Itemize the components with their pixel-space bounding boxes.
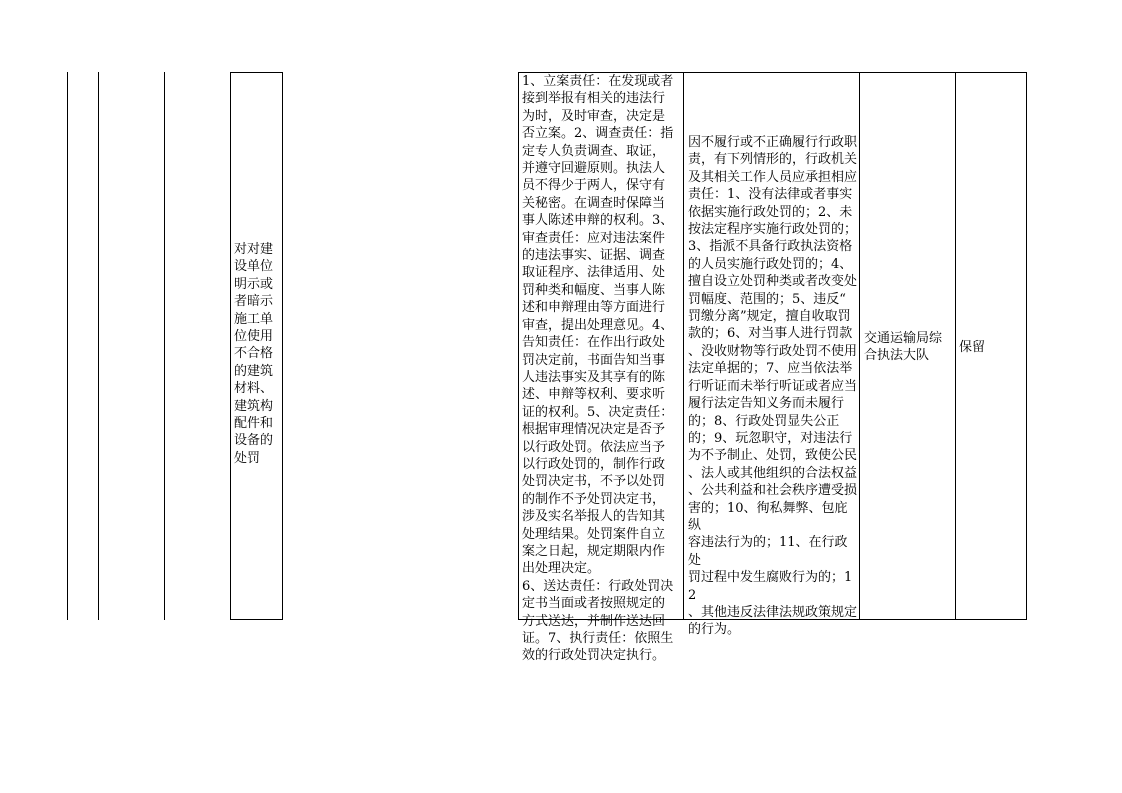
department-text: 交通运输局综 合执法大队 [864, 331, 943, 364]
item-name-text: 对对建 设单位 明示或 者暗示 施工单 位使用 不合格 的建筑 材料、 建筑构 配件和 设备的 处罚 [234, 242, 274, 466]
status-cell [955, 72, 1027, 620]
table-border-line [164, 72, 165, 620]
responsibility-cell [518, 72, 684, 664]
item-name-cell [230, 72, 283, 620]
department-cell [859, 72, 956, 620]
responsibility-text: 1、立案责任：在发现或者 接到举报有相关的违法行 为时，及时审查，决定是 否立案。2、调查责任：指 定专人负责调查、取证， 并遵守回避原则。执法人 员不得少于两人，保守有 关秘密。在调查时保障当 事人陈述申辩的权利。3、 审查责任：应对违法案件 的违法事实、证据、调查 取证程序、法律适用、处 罚种类和幅度、当事人陈 述和申辩理由等方面进行 审查，提出处理意见。4、 告知责任：在作出行政处 罚决定前，书面告知当事 人违法事实及其享有的陈 述、申辩等权利、要求听 证的权利。5、决定责任： 根据审理情况决定是否予 以行政处罚。依法应当予 以行政处罚的，制作行政 处罚决定书，不予以处罚 的制作不予处罚决定书， 涉及实名举报人的告知其 处理结果。处罚案件自立 案之日起，规定期限内作 出处理决定。 6、送达责任：行政处罚决 定书当面或者按照规定的 方式送达，并制作送达回 证。7、执行责任：依照生 效的行政处罚决定执行。 [522, 74, 674, 664]
status-text: 保留 [959, 340, 986, 355]
table-border-line [67, 72, 68, 620]
accountability-cell [683, 72, 860, 638]
accountability-text: 因不履行或不正确履行行政职 责，有下列情形的，行政机关 及其相关工作人员应承担相应 责任：1、没有法律或者事实 依据实施行政处罚的；2、未 按法定程序实施行政处罚的； 3、指派不具备行政执法资格 的人员实施行政处罚的；4、 擅自设立处罚种类或者改变处 罚幅度、范围的；5、违反“ 罚缴分离”规定，擅自收取罚 款的；6、对当事人进行罚款 、没收财物等行政处罚不使用 法定单据的；7、应当依法举 行听证而未举行听证或者应当 履行法定告知义务而未履行 的；8、行政处罚显失公正 的；9、玩忽职守，对违法行 为不予制止、处罚，致使公民 、法人或其他组织的合法权益 、公共利益和社会秩序遭受损 害的；10、徇私舞弊、包庇纵 容违法行为的；11、在行政处 罚过程中发生腐败行为的；12 、其他违反法律法规政策规定 的行为。 [688, 135, 858, 638]
table-border-line [98, 72, 99, 620]
